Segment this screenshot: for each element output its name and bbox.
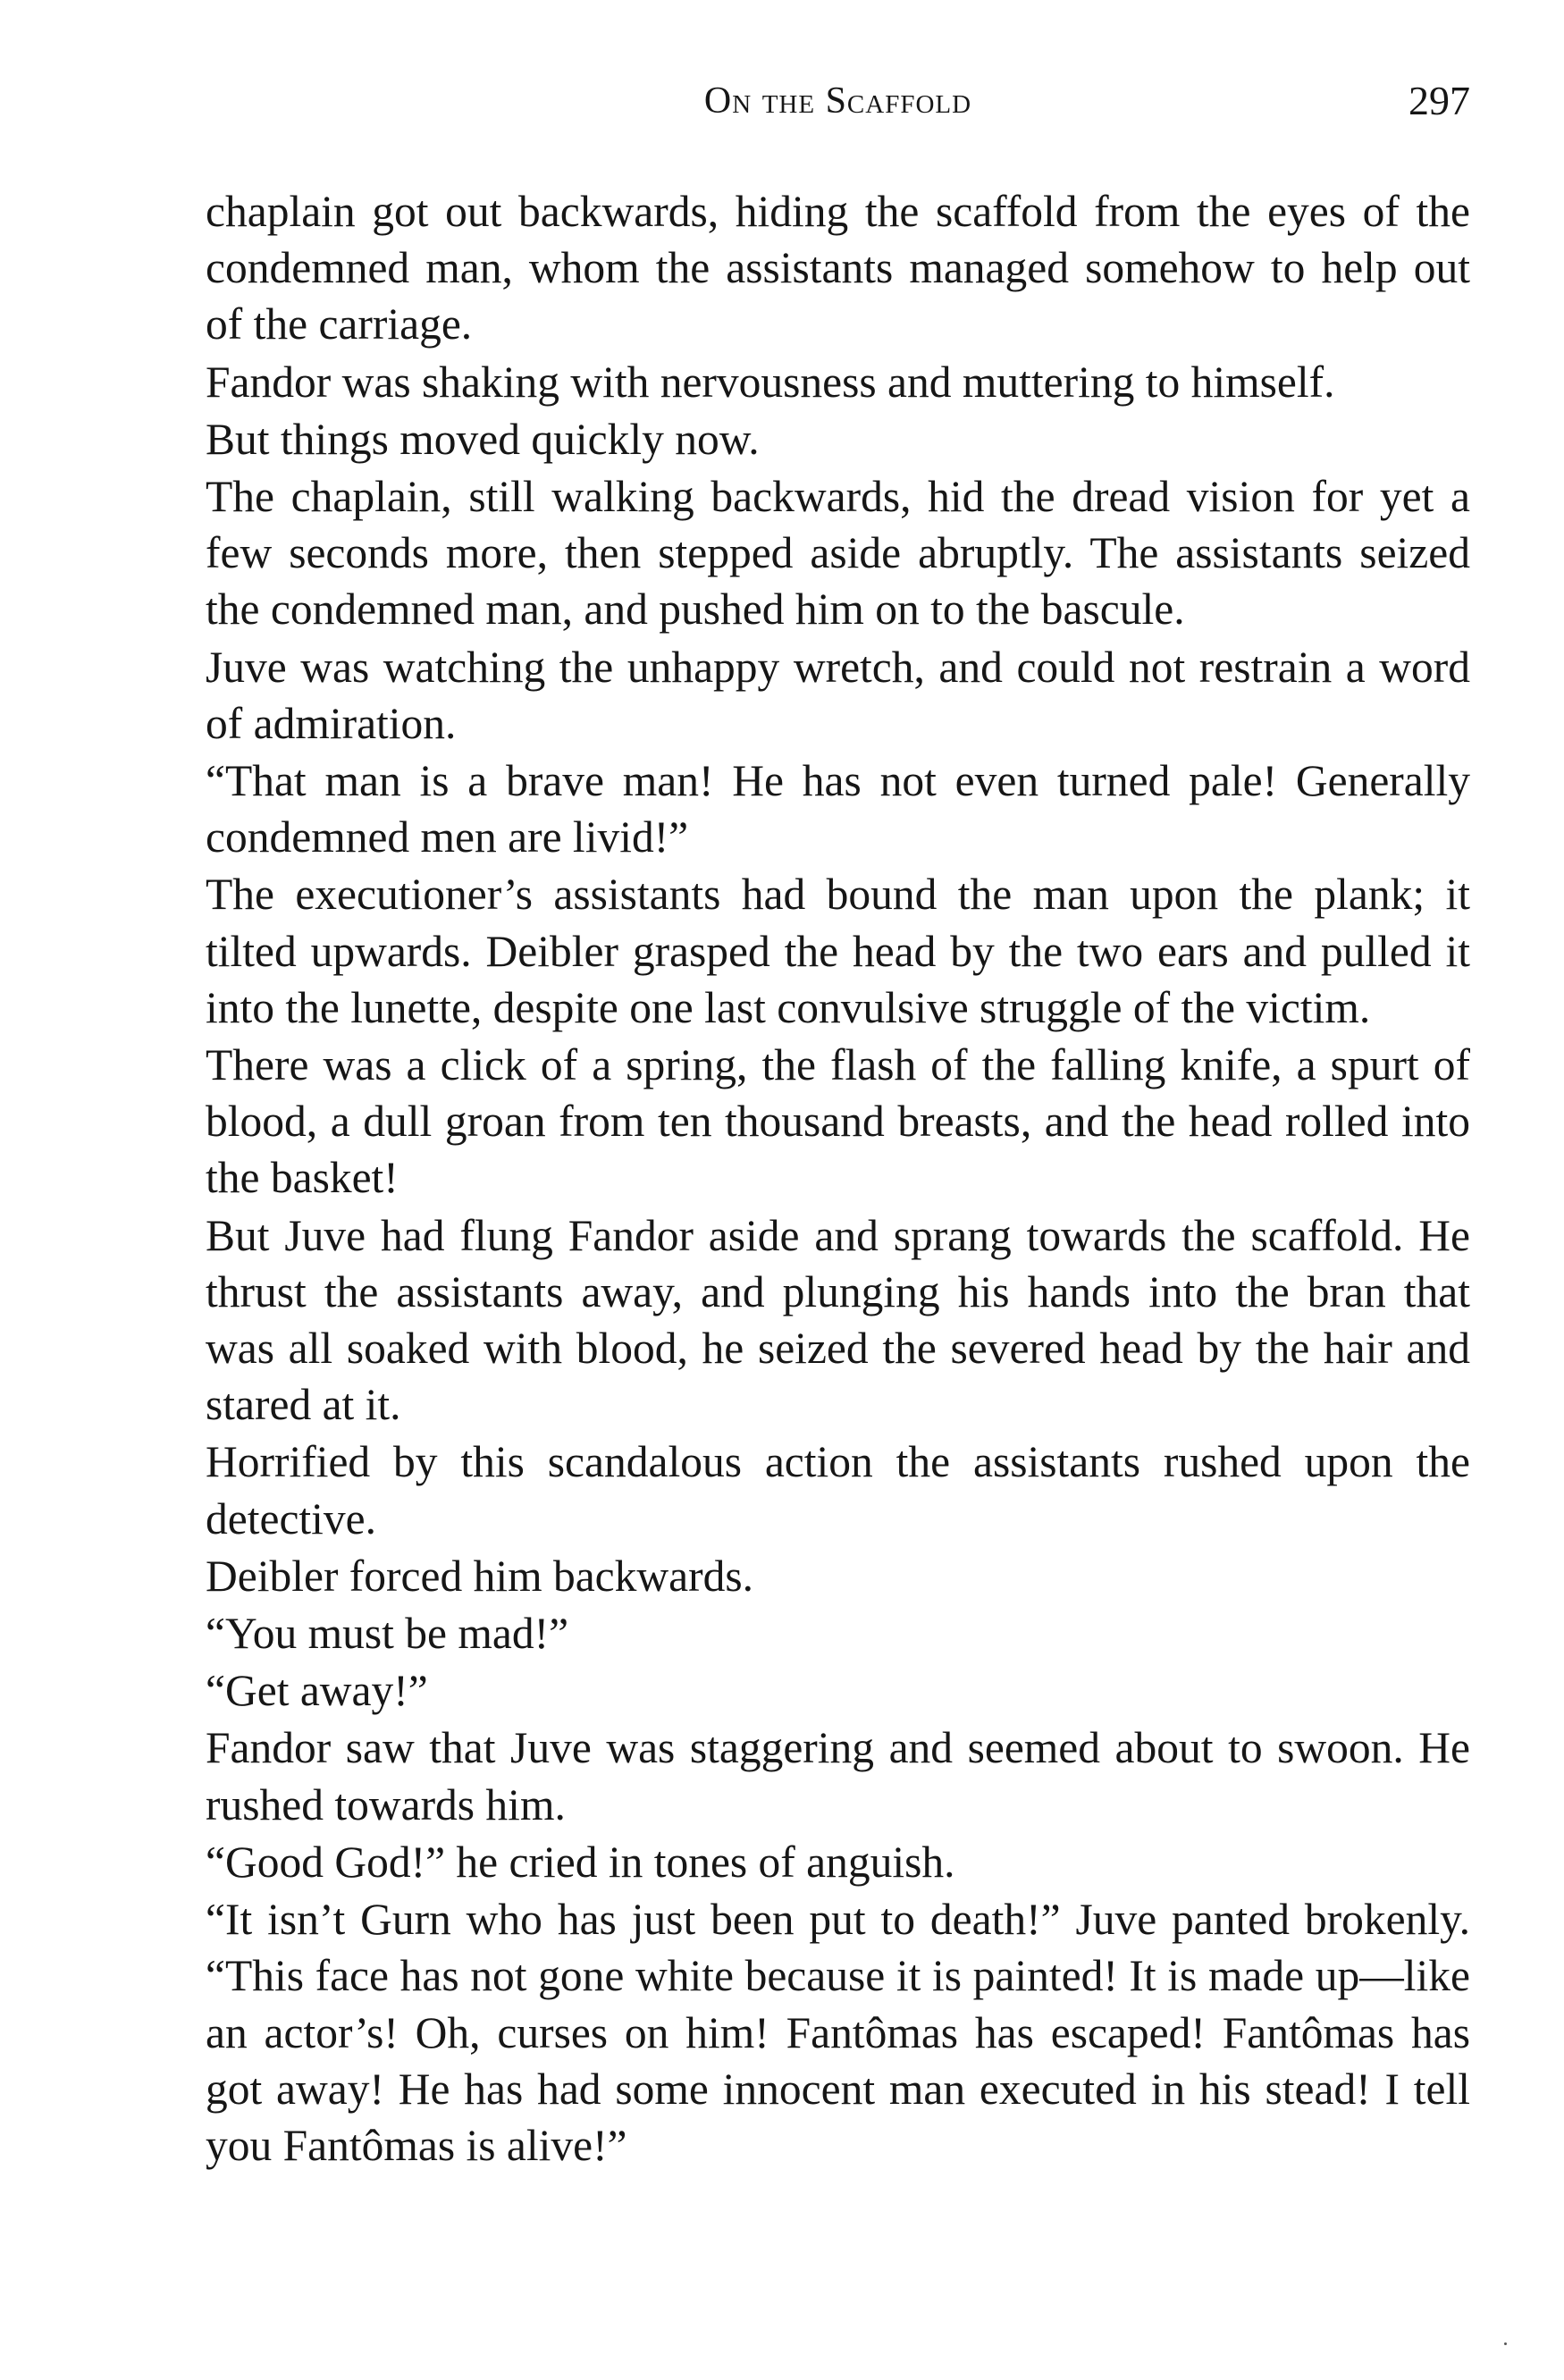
paragraph: The executioner’s assistants had bound the man upon the plank; it tilted upwards. Deibler grasped the head by the two ears and pulled it into the lunette, despite one last convulsive struggle of the victim. <box>206 870 1470 1032</box>
page-number: 297 <box>1408 78 1470 123</box>
paragraph: Deibler forced him backwards. <box>206 1551 753 1601</box>
running-title: On the Scaffold <box>703 80 972 122</box>
paragraph: Fandor saw that Juve was staggering and seemed about to swoon. He rushed towards him. <box>206 1723 1470 1829</box>
paragraph: “It isn’t Gurn who has just been put to death!” Juve panted brokenly. “This face has not gone white because it is painted! It is made up—like an actor’s! Oh, curses on him! Fantômas has escaped! Fantômas has got away! He has had some innocent man executed in his stead! I tell you Fantômas is alive!” <box>206 1895 1470 2170</box>
paragraph: “Get away!” <box>206 1666 428 1716</box>
paragraph: The chaplain, still walking backwards, hid the dread vision for yet a few seconds more, then stepped aside abruptly. The assistants seized the condemned man, and pushed him on to the bascule. <box>206 472 1470 635</box>
paragraph: But Juve had flung Fandor aside and sprang towards the scaffold. He thrust the assistants away, and plunging his hands into the bran that was all soaked with blood, he seized the severed head by the hair and stared at it. <box>206 1210 1470 1430</box>
paragraph: “You must be mad!” <box>206 1609 569 1659</box>
paragraph: chaplain got out backwards, hiding the scaffold from the eyes of the condemned man, whom the assistants managed somehow to help out of the carriage. <box>206 187 1470 349</box>
paragraph: “Good God!” he cried in tones of anguish. <box>206 1837 955 1887</box>
paragraph: “That man is a brave man! He has not even turned pale! Generally condemned men are livid!” <box>206 756 1470 862</box>
body-text <box>206 183 1470 2174</box>
paragraph: There was a click of a spring, the flash of the falling knife, a spurt of blood, a dull groan from ten thousand breasts, and the head rolled into the basket! <box>206 1040 1470 1203</box>
paragraph: Fandor was shaking with nervousness and muttering to himself. <box>206 357 1335 407</box>
scan-speck <box>1504 2342 1507 2345</box>
paragraph: Juve was watching the unhappy wretch, and could not restrain a word of admiration. <box>206 642 1470 748</box>
paragraph: Horrified by this scandalous action the assistants rushed upon the detective. <box>206 1437 1470 1543</box>
running-head <box>206 70 1470 132</box>
paragraph: But things moved quickly now. <box>206 414 760 464</box>
